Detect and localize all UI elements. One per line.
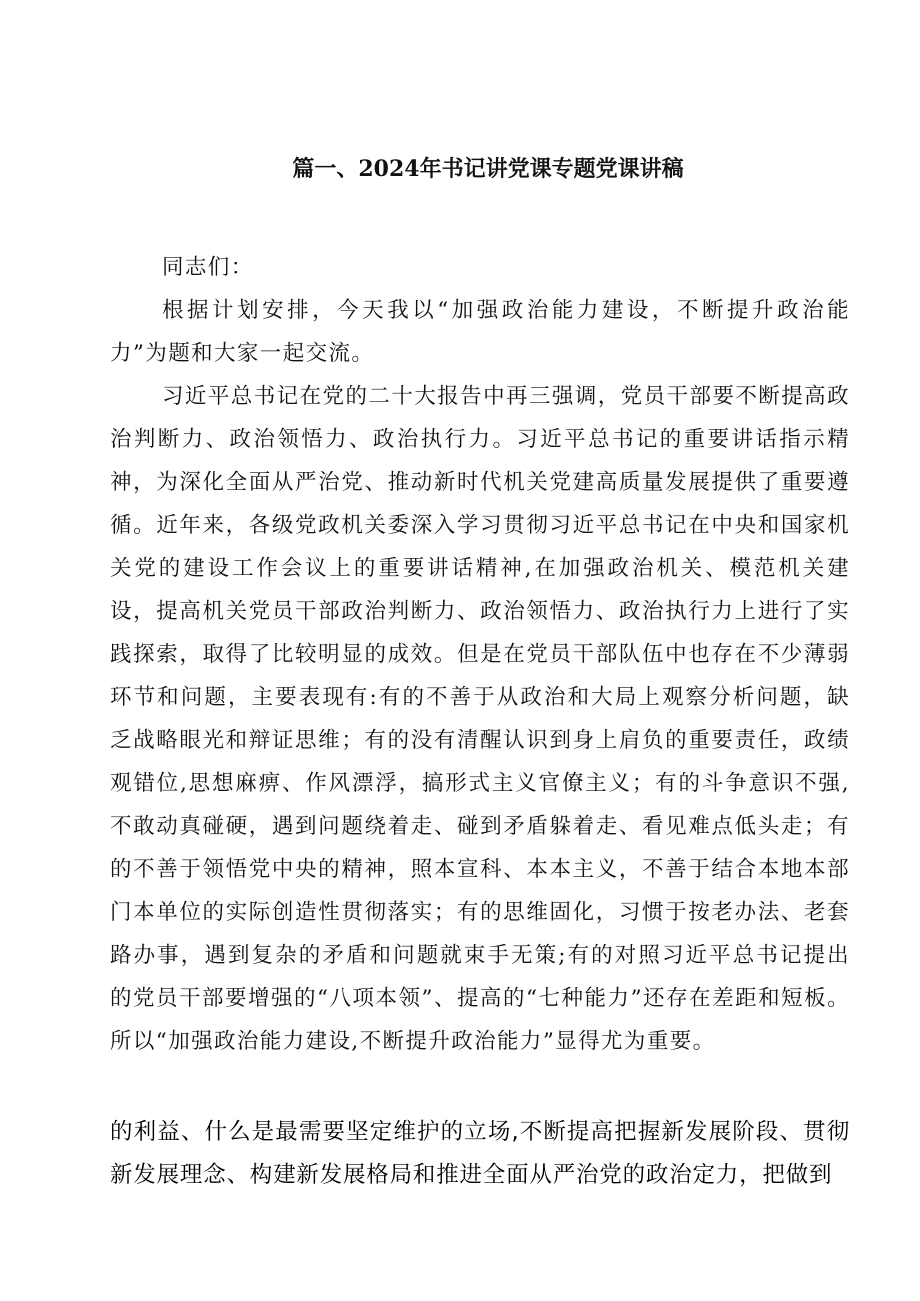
paragraph-fragment: 的利益、什么是最需要坚定维护的立场,不断提高把握新发展阶段、贯彻新发展理念、构建新发展格局和推进全面从严治党的政治定力，把做到 bbox=[110, 1119, 850, 1188]
salutation: 同志们： bbox=[162, 255, 254, 280]
paragraph-intro: 根据计划安排，今天我以“加强政治能力建设，不断提升政治能力”为题和大家一起交流。 bbox=[110, 298, 850, 366]
paragraph-main: 习近平总书记在党的二十大报告中再三强调，党员干部要不断提高政治判断力、政治领悟力、政治执行力。习近平总书记的重要讲话指示精神，为深化全面从严治党、推动新时代机关党建高质量发展提供了重要遵循。近年来，各级党政机关委深入学习贯彻习近平总书记在中央和国家机关党的建设工作会议上的重要讲话精神,在加强政治机关、模范机关建设，提高机关党员干部政治判断力、政治领悟力、政治执行力上进行了实践探索，取得了比较明显的成效。但是在党员干部队伍中也存在不少薄弱环节和问题，主要表现有:有的不善于从政治和大局上观察分析问题，缺乏战略眼光和辩证思维；有的没有清醒认识到身上肩负的重要责任，政绩观错位,思想麻痹、作风漂浮，搞形式主义官僚主义；有的斗争意识不强,不敢动真碰硬，遇到问题绕着走、碰到矛盾躲着走、看见难点低头走；有的不善于领悟党中央的精神，照本宣科、本本主义，不善于结合本地本部门本单位的实际创造性贯彻落实；有的思维固化，习惯于按老办法、老套路办事，遇到复杂的矛盾和问题就束手无策;有的对照习近平总书记提出的党员干部要增强的“八项本领”、提高的“七种能力”还存在差距和短板。所以“加强政治能力建设,不断提升政治能力”显得尤为重要。 bbox=[110, 384, 850, 1054]
document-title: 篇一、2024年书记讲党课专题党课讲稿 bbox=[292, 156, 684, 182]
